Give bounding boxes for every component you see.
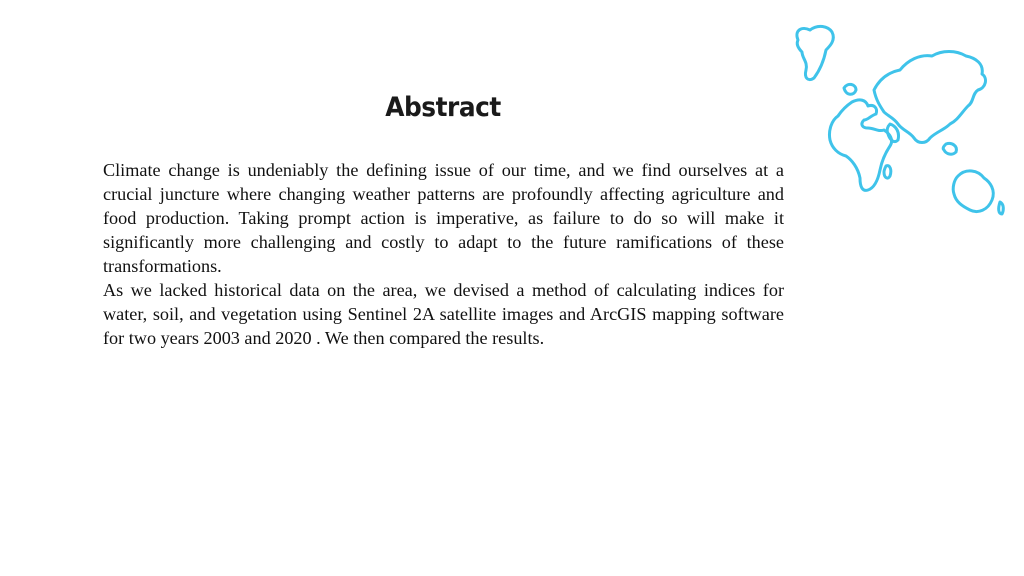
- australia-shape: [953, 171, 993, 212]
- greenland-shape: [797, 26, 833, 79]
- asia-shape: [874, 52, 985, 143]
- madagascar-shape: [884, 166, 891, 178]
- abstract-body: [103, 158, 784, 350]
- new-zealand-shape: [999, 202, 1004, 214]
- world-map-icon: [790, 20, 1012, 220]
- slide-title: Abstract: [385, 92, 501, 123]
- europe-africa-shape: [829, 100, 891, 190]
- abstract-paragraph-1: Climate change is undeniably the defining issue of our time, and we find ourselves at a crucial juncture where changing weather patterns are profoundly affecting agriculture and food production. Taking prompt action is imperative, as failure to do so will make it significantly more challenging and costly to adapt to the future ramifications of these transformations.: [103, 160, 784, 276]
- sea-islands-shape: [943, 143, 956, 154]
- island-shape: [844, 84, 856, 94]
- abstract-paragraph-2: As we lacked historical data on the area, we devised a method of calculating indices for water, soil, and vegetation using Sentinel 2A satellite images and ArcGIS mapping software for two years 2003 and 2020 . We then compared the results.: [103, 280, 784, 348]
